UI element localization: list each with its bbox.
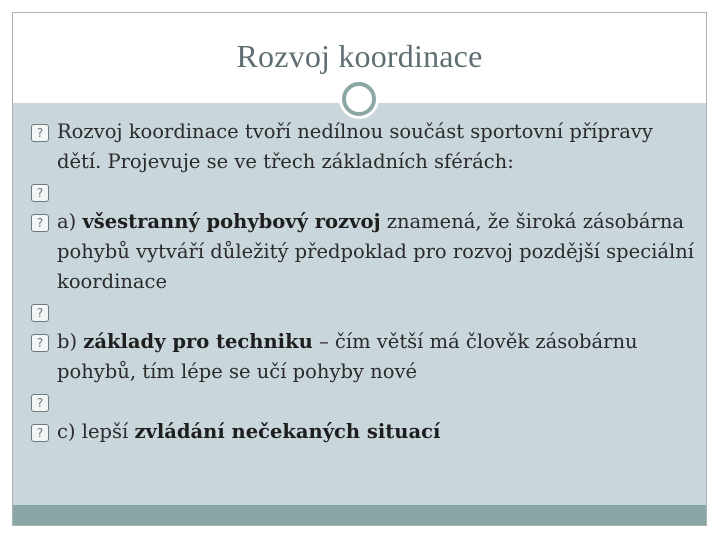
bullet-text: – čím větší má člověk zásobárnu pohybů, tím lépe se učí pohyby nové	[57, 330, 638, 383]
bullet-text: c) lepší	[57, 420, 135, 443]
bottom-bar	[13, 505, 706, 525]
square-bullet-icon	[31, 304, 49, 322]
bullet-item	[31, 327, 701, 387]
bullet-item	[31, 177, 701, 207]
bullet-text: a)	[57, 210, 83, 233]
bullet-emphasis: základy pro techniku	[83, 330, 313, 353]
square-bullet-icon	[31, 214, 49, 232]
square-bullet-icon	[31, 334, 49, 352]
square-bullet-icon	[31, 394, 49, 412]
bullet-list	[31, 117, 701, 447]
square-bullet-icon	[31, 184, 49, 202]
bullet-item	[31, 117, 701, 177]
ring-ornament-icon	[342, 82, 376, 116]
bullet-text: Rozvoj koordinace tvoří nedílnou součást sportovní přípravy dětí. Projevuje se ve třech základních sférách:	[57, 120, 653, 173]
bullet-item	[31, 297, 701, 327]
bullet-item	[31, 387, 701, 417]
bullet-item	[31, 417, 701, 447]
slide-title: Rozvoj koordinace	[236, 38, 483, 74]
slide	[12, 12, 707, 526]
bullet-item	[31, 207, 701, 297]
square-bullet-icon	[31, 424, 49, 442]
bullet-text: b)	[57, 330, 84, 353]
square-bullet-icon	[31, 124, 49, 142]
bullet-emphasis: zvládání nečekaných situací	[134, 420, 441, 443]
bullet-emphasis: všestranný pohybový rozvoj	[82, 210, 381, 233]
bullet-text: znamená, že široká zásobárna pohybů vytváří důležitý předpoklad pro rozvoj pozdější speciální koordinace	[57, 210, 695, 293]
